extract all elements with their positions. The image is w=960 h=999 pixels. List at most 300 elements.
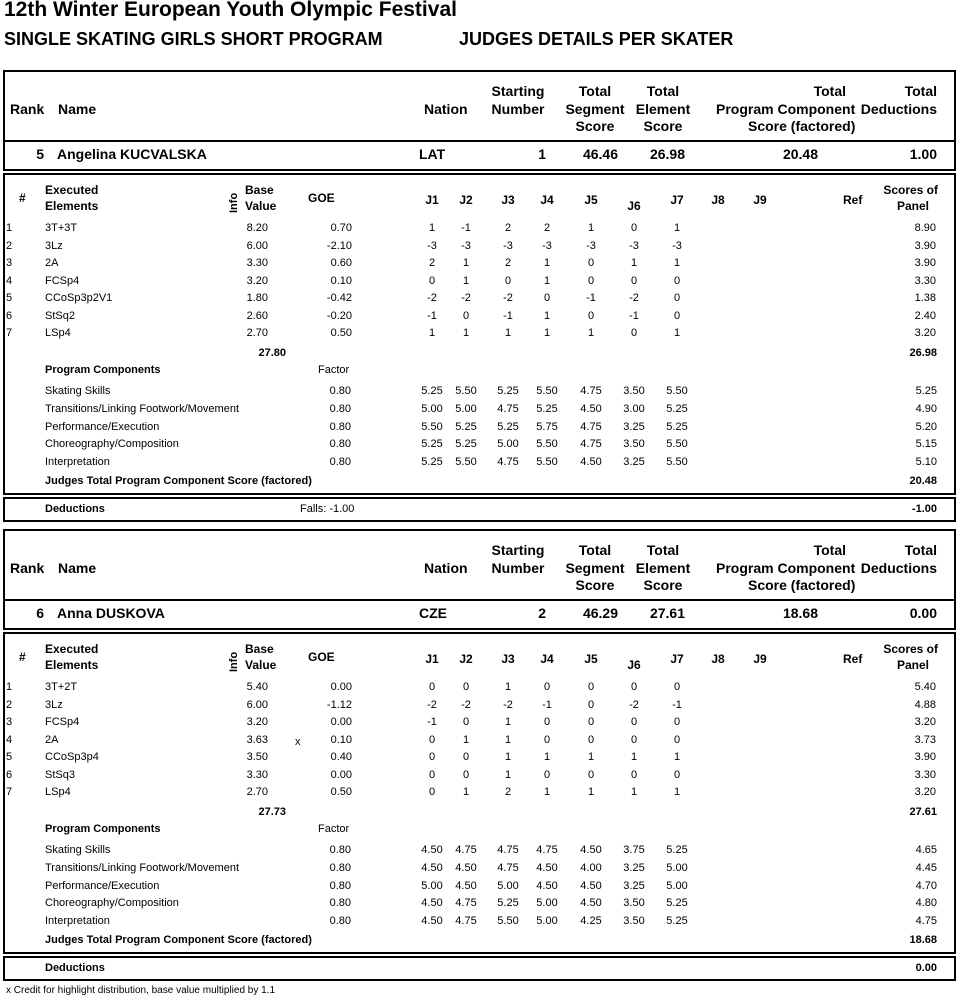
component-judge-score: 4.75 <box>536 844 558 856</box>
col-judge-8: J8 <box>711 193 725 207</box>
judges-total-label: Judges Total Program Component Score (factored) <box>45 934 312 946</box>
skater-name: Anna DUSKOVA <box>57 605 165 621</box>
component-judge-score: 5.25 <box>497 385 519 397</box>
element-judge-score: 1 <box>462 733 470 746</box>
col-scores-of: Scores of <box>883 183 938 197</box>
element-judge-score: 0 <box>673 768 681 781</box>
component-name: Choreography/Composition <box>45 897 179 910</box>
element-judge-score: 0 <box>587 768 595 781</box>
total-deductions: 1.00 <box>909 146 937 162</box>
component-judge-score: 5.25 <box>421 456 443 469</box>
element-judge-score: 0 <box>462 751 470 763</box>
element-judge-score: -1 <box>586 292 596 304</box>
element-judge-score: 1 <box>543 274 551 287</box>
header-pcs-1: Total <box>813 542 846 558</box>
element-judge-score: -1 <box>672 698 682 711</box>
col-judge-3: J3 <box>501 652 515 666</box>
component-judge-score: 5.25 <box>497 897 519 910</box>
component-judge-score: 4.00 <box>580 861 602 874</box>
element-base-value: 3.30 <box>246 768 268 781</box>
component-judge-score: 4.50 <box>580 879 602 892</box>
col-judge-4: J4 <box>540 193 554 207</box>
component-name: Interpretation <box>45 915 110 928</box>
header-tes-3: Score <box>643 577 683 593</box>
element-base-value: 6.00 <box>246 239 268 252</box>
element-number: 1 <box>6 222 13 234</box>
footnote: x Credit for highlight distribution, base value multiplied by 1.1 <box>6 985 276 996</box>
component-judge-score: 5.00 <box>421 402 443 415</box>
element-judge-score: 0 <box>630 327 638 339</box>
component-judge-score: 5.25 <box>666 402 688 415</box>
col-judge-1: J1 <box>425 652 439 666</box>
col-judge-4: J4 <box>540 652 554 666</box>
component-judge-score: 4.75 <box>455 915 477 928</box>
element-judge-score: 1 <box>673 327 681 339</box>
element-judge-score: 0 <box>462 716 470 728</box>
element-judge-score: 2 <box>504 786 512 798</box>
component-judge-score: 5.00 <box>421 879 443 892</box>
element-base-value: 8.20 <box>246 222 268 234</box>
element-judge-score: 2 <box>504 222 512 234</box>
element-code: LSp4 <box>45 327 71 339</box>
col-judge-3: J3 <box>501 193 515 207</box>
element-number: 2 <box>6 698 13 711</box>
element-goe: 0.40 <box>330 751 352 763</box>
element-judge-score: 1 <box>630 257 638 269</box>
element-judge-score: 0 <box>630 716 638 728</box>
program-components-label: Program Components <box>45 823 161 835</box>
component-judge-score: 4.50 <box>580 897 602 910</box>
element-code: 2A <box>45 257 59 269</box>
component-judge-score: 5.50 <box>455 456 477 469</box>
col-judge-7: J7 <box>670 652 684 666</box>
total-program-component-score: 18.68 <box>782 605 818 621</box>
element-number: 6 <box>6 768 13 781</box>
element-judge-score: -3 <box>503 239 513 252</box>
component-judge-score: 5.25 <box>455 420 477 433</box>
header-starting: Starting <box>491 542 545 558</box>
col-judge-5: J5 <box>584 193 598 207</box>
component-judge-score: 5.25 <box>666 915 688 928</box>
element-judge-score: 1 <box>504 327 512 339</box>
element-code: CCoSp3p2V1 <box>45 292 113 304</box>
component-judge-score: 4.75 <box>455 897 477 910</box>
element-judge-score: 1 <box>630 786 638 798</box>
col-executed: Executed <box>45 642 99 656</box>
element-judge-score: 1 <box>673 786 681 798</box>
component-judge-score: 4.50 <box>580 844 602 856</box>
component-judge-score: 5.25 <box>666 844 688 856</box>
skater-nation: CZE <box>419 605 447 621</box>
element-base-value: 2.60 <box>246 309 268 322</box>
element-code: 2A <box>45 733 59 746</box>
element-judge-score: 1 <box>462 257 470 269</box>
component-judge-score: 4.75 <box>580 385 602 397</box>
header-pcs-3: Score (factored) <box>748 118 856 134</box>
element-judge-score: 0 <box>630 768 638 781</box>
component-factor: 0.80 <box>329 438 351 451</box>
element-judge-score: -1 <box>427 309 437 322</box>
element-panel-score: 3.30 <box>914 274 936 287</box>
component-judge-score: 4.75 <box>497 456 519 469</box>
element-number: 5 <box>6 751 13 763</box>
element-judge-score: -2 <box>427 292 437 304</box>
header-tes-1: Total <box>646 83 680 99</box>
element-judge-score: 1 <box>543 257 551 269</box>
header-tss-2: Segment <box>565 560 625 576</box>
element-judge-score: 0 <box>543 716 551 728</box>
header-ded-2: Deductions <box>860 560 937 576</box>
component-judge-score: 3.00 <box>623 402 645 415</box>
element-judge-score: 0 <box>462 768 470 781</box>
component-judge-score: 3.50 <box>623 385 645 397</box>
element-judge-score: -2 <box>503 292 513 304</box>
element-judge-score: 0 <box>673 733 681 746</box>
element-judge-score: 0 <box>428 786 436 798</box>
col-judge-9: J9 <box>753 652 767 666</box>
header-name: Name <box>58 101 97 117</box>
deductions-box <box>3 956 956 981</box>
col-info: Info <box>228 192 240 213</box>
component-name: Performance/Execution <box>45 879 160 892</box>
judges-total-value: 18.68 <box>909 934 937 946</box>
col-hash: # <box>19 650 26 664</box>
header-number: Number <box>491 560 545 576</box>
component-judge-score: 4.75 <box>497 402 519 415</box>
col-hash: # <box>19 191 26 205</box>
component-judge-score: 5.50 <box>666 438 688 451</box>
element-judge-score: -1 <box>629 309 639 322</box>
header-nation: Nation <box>424 101 468 117</box>
element-judge-score: -2 <box>629 292 639 304</box>
element-number: 7 <box>6 786 13 798</box>
col-executed: Executed <box>45 183 99 197</box>
col-value: Value <box>245 658 277 672</box>
component-judge-score: 5.25 <box>421 385 443 397</box>
component-judge-score: 5.50 <box>536 385 558 397</box>
component-judge-score: 3.50 <box>623 915 645 928</box>
total-element-score: 26.98 <box>649 146 685 162</box>
element-judge-score: 1 <box>428 222 436 234</box>
element-judge-score: 0 <box>673 716 681 728</box>
col-scores-of: Scores of <box>883 642 938 656</box>
element-goe: 0.50 <box>330 327 352 339</box>
component-judge-score: 5.25 <box>455 438 477 451</box>
element-judge-score: 0 <box>428 751 436 763</box>
skater-start-number: 2 <box>538 605 546 621</box>
element-judge-score: 1 <box>587 786 595 798</box>
element-base-value: 3.63 <box>246 733 268 746</box>
element-judge-score: 0 <box>428 681 436 693</box>
skater-start-number: 1 <box>538 146 546 162</box>
element-number: 1 <box>6 681 13 693</box>
col-judge-6: J6 <box>627 658 641 672</box>
element-judge-score: 0 <box>630 274 638 287</box>
col-judge-5: J5 <box>584 652 598 666</box>
element-judge-score: -3 <box>629 239 639 252</box>
component-judge-score: 5.50 <box>497 915 519 928</box>
element-panel-score: 8.90 <box>914 222 936 234</box>
element-judge-score: 1 <box>673 222 681 234</box>
element-info: x <box>295 735 301 748</box>
element-base-value: 3.20 <box>246 716 268 728</box>
header-rank: Rank <box>10 560 45 576</box>
element-number: 7 <box>6 327 13 339</box>
component-judge-score: 5.50 <box>455 385 477 397</box>
skater-name: Angelina KUCVALSKA <box>57 146 207 162</box>
element-panel-score: 3.20 <box>914 327 936 339</box>
component-panel-score: 4.45 <box>915 861 937 874</box>
element-judge-score: 1 <box>630 751 638 763</box>
element-code: 3T+2T <box>45 681 78 693</box>
component-judge-score: 5.50 <box>666 385 688 397</box>
component-judge-score: 4.75 <box>580 420 602 433</box>
deductions-detail: Falls: -1.00 <box>300 503 355 515</box>
col-ref: Ref <box>843 193 863 207</box>
component-judge-score: 4.75 <box>455 844 477 856</box>
component-judge-score: 5.25 <box>421 438 443 451</box>
header-divider <box>3 140 956 142</box>
header-ded-1: Total <box>904 83 937 99</box>
component-name: Skating Skills <box>45 844 111 856</box>
component-judge-score: 4.50 <box>580 456 602 469</box>
element-judge-score: 1 <box>587 222 595 234</box>
component-judge-score: 5.25 <box>666 897 688 910</box>
element-judge-score: 1 <box>428 327 436 339</box>
element-code: 3T+3T <box>45 222 78 234</box>
header-tss-2: Segment <box>565 101 625 117</box>
element-goe: 0.10 <box>330 274 352 287</box>
element-judge-score: -3 <box>586 239 596 252</box>
col-panel: Panel <box>896 658 929 672</box>
header-pcs-3: Score (factored) <box>748 577 856 593</box>
element-panel-score: 3.90 <box>914 257 936 269</box>
col-value: Value <box>245 199 277 213</box>
component-judge-score: 3.25 <box>623 456 645 469</box>
element-judge-score: 0 <box>630 222 638 234</box>
element-judge-score: -1 <box>542 698 552 711</box>
element-judge-score: -2 <box>503 698 513 711</box>
deductions-total: -1.00 <box>911 503 937 515</box>
component-judge-score: 3.25 <box>623 420 645 433</box>
component-judge-score: 4.50 <box>421 861 443 874</box>
element-code: 3Lz <box>45 698 63 711</box>
component-judge-score: 4.50 <box>455 879 477 892</box>
component-name: Choreography/Composition <box>45 438 179 451</box>
component-judge-score: 3.50 <box>623 897 645 910</box>
element-panel-score: 3.73 <box>914 733 936 746</box>
col-base: Base <box>245 183 274 197</box>
header-tss-3: Score <box>575 577 615 593</box>
element-judge-score: -2 <box>461 292 471 304</box>
element-judge-score: 1 <box>543 751 551 763</box>
component-judge-score: 4.50 <box>536 879 558 892</box>
element-judge-score: 0 <box>543 681 551 693</box>
element-judge-score: 0 <box>587 733 595 746</box>
element-judge-score: 1 <box>543 327 551 339</box>
base-value-total: 27.80 <box>258 347 286 359</box>
element-base-value: 3.50 <box>246 751 268 763</box>
element-judge-score: -3 <box>672 239 682 252</box>
element-code: FCSp4 <box>45 716 80 728</box>
element-score-total: 26.98 <box>909 347 937 359</box>
element-goe: 0.50 <box>330 786 352 798</box>
element-judge-score: 1 <box>504 733 512 746</box>
deductions-label: Deductions <box>45 503 105 515</box>
element-judge-score: 0 <box>673 681 681 693</box>
element-panel-score: 5.40 <box>914 681 936 693</box>
component-judge-score: 5.00 <box>455 402 477 415</box>
component-judge-score: 4.75 <box>497 844 519 856</box>
total-segment-score: 46.29 <box>582 605 618 621</box>
report-name: JUDGES DETAILS PER SKATER <box>459 29 734 49</box>
element-panel-score: 3.90 <box>914 751 936 763</box>
component-judge-score: 4.50 <box>421 897 443 910</box>
component-factor: 0.80 <box>329 915 351 928</box>
deductions-box <box>3 497 956 522</box>
element-number: 2 <box>6 239 13 252</box>
element-judge-score: -1 <box>427 716 437 728</box>
element-panel-score: 3.20 <box>914 716 936 728</box>
element-judge-score: 1 <box>673 751 681 763</box>
element-goe: 0.70 <box>330 222 352 234</box>
element-judge-score: 0 <box>587 698 595 711</box>
col-panel: Panel <box>896 199 929 213</box>
component-name: Skating Skills <box>45 385 111 397</box>
element-code: 3Lz <box>45 239 63 252</box>
header-tss-3: Score <box>575 118 615 134</box>
event-name: SINGLE SKATING GIRLS SHORT PROGRAM <box>4 29 383 49</box>
base-value-total: 27.73 <box>258 806 286 818</box>
component-judge-score: 3.25 <box>623 879 645 892</box>
factor-label: Factor <box>318 364 350 376</box>
header-ded-1: Total <box>904 542 937 558</box>
component-factor: 0.80 <box>329 456 351 469</box>
element-goe: -0.20 <box>326 309 352 322</box>
header-number: Number <box>491 101 545 117</box>
element-judge-score: 0 <box>673 309 681 322</box>
skater-rank: 6 <box>36 605 44 621</box>
element-number: 6 <box>6 309 13 322</box>
header-pcs-2: Program Component <box>716 101 856 117</box>
col-goe: GOE <box>308 191 335 205</box>
element-judge-score: 0 <box>428 768 436 781</box>
header-ded-2: Deductions <box>860 101 937 117</box>
col-goe: GOE <box>308 650 335 664</box>
col-judge-6: J6 <box>627 199 641 213</box>
element-judge-score: 1 <box>673 257 681 269</box>
col-judge-8: J8 <box>711 652 725 666</box>
element-number: 5 <box>6 292 13 304</box>
component-panel-score: 5.20 <box>915 420 937 433</box>
element-judge-score: 1 <box>587 751 595 763</box>
judges-total-label: Judges Total Program Component Score (factored) <box>45 475 312 487</box>
element-code: FCSp4 <box>45 274 80 287</box>
element-base-value: 3.20 <box>246 274 268 287</box>
element-judge-score: 1 <box>543 786 551 798</box>
element-base-value: 2.70 <box>246 786 268 798</box>
skater-rank: 5 <box>36 146 44 162</box>
factor-label: Factor <box>318 823 350 835</box>
component-judge-score: 5.50 <box>536 438 558 451</box>
element-code: LSp4 <box>45 786 71 798</box>
header-tes-3: Score <box>643 118 683 134</box>
deductions-total: 0.00 <box>915 962 937 974</box>
element-code: CCoSp3p4 <box>45 751 99 763</box>
element-judge-score: 1 <box>462 327 470 339</box>
component-factor: 0.80 <box>329 844 351 856</box>
element-judge-score: 1 <box>462 274 470 287</box>
col-base: Base <box>245 642 274 656</box>
component-judge-score: 5.50 <box>536 456 558 469</box>
component-judge-score: 5.00 <box>536 915 558 928</box>
component-judge-score: 5.25 <box>536 402 558 415</box>
element-judge-score: 1 <box>504 716 512 728</box>
component-panel-score: 4.70 <box>915 879 937 892</box>
element-judge-score: 0 <box>587 716 595 728</box>
element-panel-score: 3.30 <box>914 768 936 781</box>
element-judge-score: -1 <box>503 309 513 322</box>
total-segment-score: 46.46 <box>582 146 618 162</box>
component-factor: 0.80 <box>329 861 351 874</box>
component-judge-score: 3.25 <box>623 861 645 874</box>
component-judge-score: 5.00 <box>666 879 688 892</box>
total-element-score: 27.61 <box>649 605 685 621</box>
component-panel-score: 5.25 <box>915 385 937 397</box>
element-judge-score: -3 <box>427 239 437 252</box>
component-factor: 0.80 <box>329 402 351 415</box>
component-judge-score: 4.50 <box>455 861 477 874</box>
col-info: Info <box>228 651 240 672</box>
component-panel-score: 4.80 <box>915 897 937 910</box>
col-judge-2: J2 <box>459 193 473 207</box>
component-judge-score: 5.00 <box>497 438 519 451</box>
component-judge-score: 5.00 <box>666 861 688 874</box>
element-base-value: 5.40 <box>246 681 268 693</box>
col-elements: Elements <box>45 199 99 213</box>
header-starting: Starting <box>491 83 545 99</box>
element-judge-score: -3 <box>542 239 552 252</box>
element-base-value: 3.30 <box>246 257 268 269</box>
element-goe: -1.12 <box>326 698 352 711</box>
element-judge-score: 0 <box>462 681 470 693</box>
skater-nation: LAT <box>419 146 446 162</box>
component-judge-score: 4.50 <box>421 844 443 856</box>
col-judge-2: J2 <box>459 652 473 666</box>
judges-total-value: 20.48 <box>909 475 937 487</box>
component-judge-score: 5.00 <box>497 879 519 892</box>
component-panel-score: 4.65 <box>915 844 937 856</box>
header-tss-1: Total <box>578 542 612 558</box>
element-number: 4 <box>6 274 13 287</box>
component-judge-score: 5.25 <box>666 420 688 433</box>
element-judge-score: 0 <box>587 257 595 269</box>
col-judge-7: J7 <box>670 193 684 207</box>
element-judge-score: 1 <box>504 768 512 781</box>
element-judge-score: 0 <box>673 292 681 304</box>
element-judge-score: 0 <box>504 274 512 287</box>
element-judge-score: 1 <box>504 751 512 763</box>
total-deductions: 0.00 <box>909 605 937 621</box>
element-goe: -0.42 <box>326 292 352 304</box>
element-judge-score: 2 <box>428 257 436 269</box>
element-base-value: 6.00 <box>246 698 268 711</box>
component-judge-score: 5.75 <box>536 420 558 433</box>
element-judge-score: 0 <box>673 274 681 287</box>
program-components-label: Program Components <box>45 364 161 376</box>
component-factor: 0.80 <box>329 879 351 892</box>
component-judge-score: 5.25 <box>497 420 519 433</box>
